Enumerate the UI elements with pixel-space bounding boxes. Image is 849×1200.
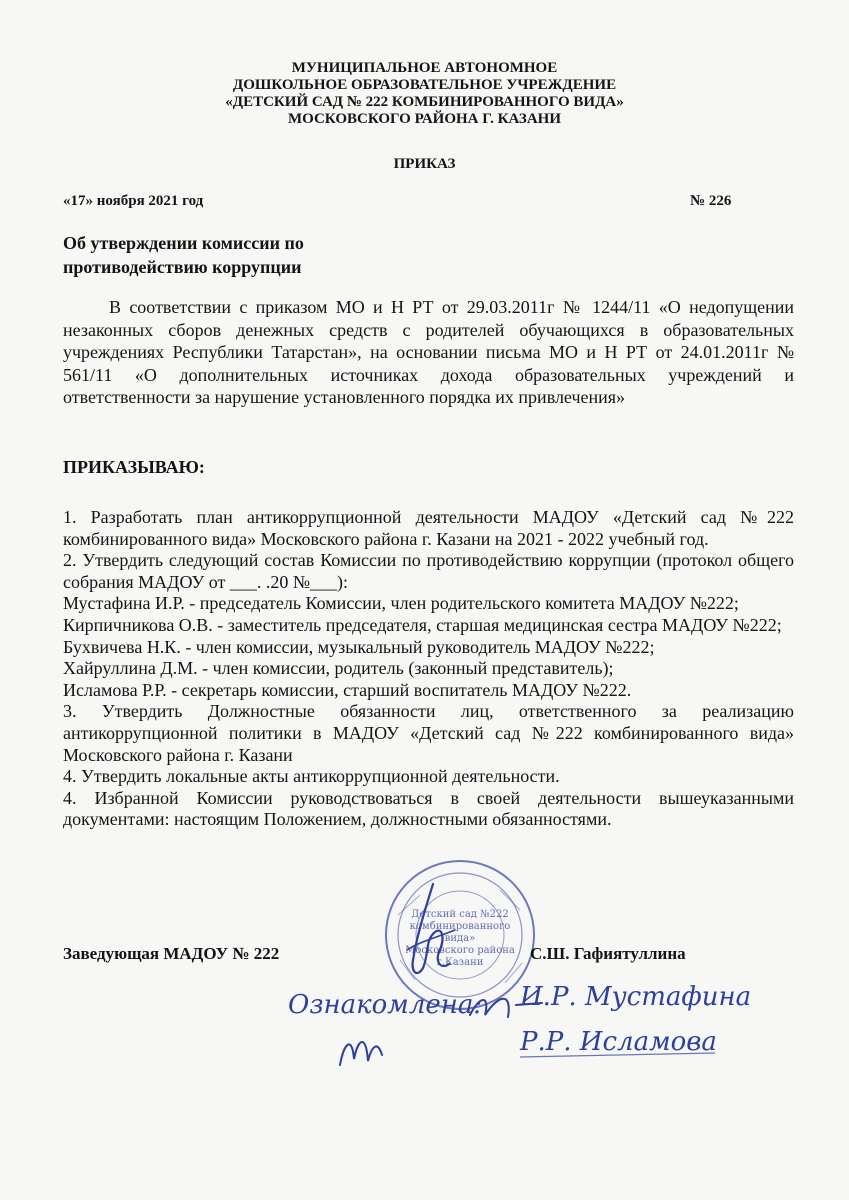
- order-item-5: 4. Избранной Комиссии руководствоваться в своей деятельности вышеуказанными документами: настоящим Положением, должностными обязанностями.: [63, 787, 794, 830]
- seal-line-2: комбинированного: [409, 921, 511, 932]
- order-date: «17» ноября 2021 год: [63, 193, 204, 209]
- seal-line-1: Детский сад №222: [411, 909, 509, 920]
- order-item-1: 1. Разработать план антикоррупционной деятельности МАДОУ «Детский сад №222 комбинированного вида» Московского района г. Казани на 2021 - 2022 учебный год.: [63, 507, 794, 549]
- header-line-3: «ДЕТСКИЙ САД № 222 КОМБИНИРОВАННОГО ВИДА»: [225, 94, 624, 110]
- order-item-3: 3. Утвердить Должностные обязанности лиц, ответственного за реализацию антикоррупционной политики в МАДОУ «Детский сад №222 комбинированного вида» Московского района г. Казани: [63, 701, 794, 765]
- header-line-2: ДОШКОЛЬНОЕ ОБРАЗОВАТЕЛЬНОЕ УЧРЕЖДЕНИЕ: [232, 77, 617, 93]
- seal-line-3: вида»: [444, 933, 476, 944]
- seal-line-5: г.Казани: [436, 957, 484, 968]
- signature-mustafina: И.Р. Мустафина: [520, 982, 752, 1012]
- header-line-4: МОСКОВСКОГО РАЙОНА Г. КАЗАНИ: [287, 111, 562, 127]
- order-heading: ПРИКАЗЫВАЮ:: [63, 457, 205, 477]
- subject-line-1: Об утверждении комиссии по: [63, 233, 304, 253]
- organization-header: [60, 60, 789, 128]
- order-item-4: 4. Утвердить локальные акты антикоррупционной деятельности.: [63, 766, 560, 787]
- order-item-2: 2. Утвердить следующий состав Комиссии по противодействию коррупции (протокол общего собрания МАДОУ от ___. .20 №___):: [63, 550, 794, 592]
- order-items: [63, 507, 794, 831]
- header-line-1: МУНИЦИПАЛЬНОЕ АВТОНОМНОЕ: [291, 60, 558, 76]
- signature-islamova: Р.Р. Исламова: [520, 1027, 717, 1057]
- preamble-paragraph: В соответствии с приказом МО и Н РТ от 29.03.2011г № 1244/11 «О недопущении незаконных сборов денежных средств с родителей обучающихся в образовательных учреждениях Республики Татарстан», на основании письма МО и Н РТ от 24.01.2011г № 561/11 «О дополнительных источниках дохода образовательных учреждений и ответственности за нарушение установленного порядка их привлечения»: [63, 297, 794, 407]
- member-3: Бухвичева Н.К. - член комиссии, музыкальный руководитель МАДОУ №222;: [63, 636, 655, 657]
- order-number: № 226: [690, 193, 732, 209]
- order-subject: [63, 231, 383, 279]
- signatory-position: Заведующая МАДОУ № 222: [63, 944, 280, 963]
- member-signatures: [500, 975, 760, 1065]
- seal-line-4: Московского района: [405, 945, 515, 956]
- member-1: Мустафина И.Р. - председатель Комиссии, член родительского комитета МАДОУ №222;: [63, 593, 739, 614]
- acknowledgement-label: Ознакомлена:: [288, 990, 483, 1020]
- signatory-name: С.Ш. Гафиятуллина: [530, 944, 686, 963]
- member-4: Хайруллина Д.М. - член комиссии, родитель (законный представитель);: [63, 658, 614, 679]
- subject-line-2: противодействию коррупции: [63, 257, 302, 277]
- member-signature-short: [330, 1025, 390, 1075]
- member-5: Исламова Р.Р. - секретарь комиссии, старший воспитатель МАДОУ №222.: [63, 679, 632, 700]
- document-type: ПРИКАЗ: [393, 156, 456, 172]
- member-2: Кирпичникова О.В. - заместитель председателя, старшая медицинская сестра МАДОУ №222;: [63, 614, 782, 635]
